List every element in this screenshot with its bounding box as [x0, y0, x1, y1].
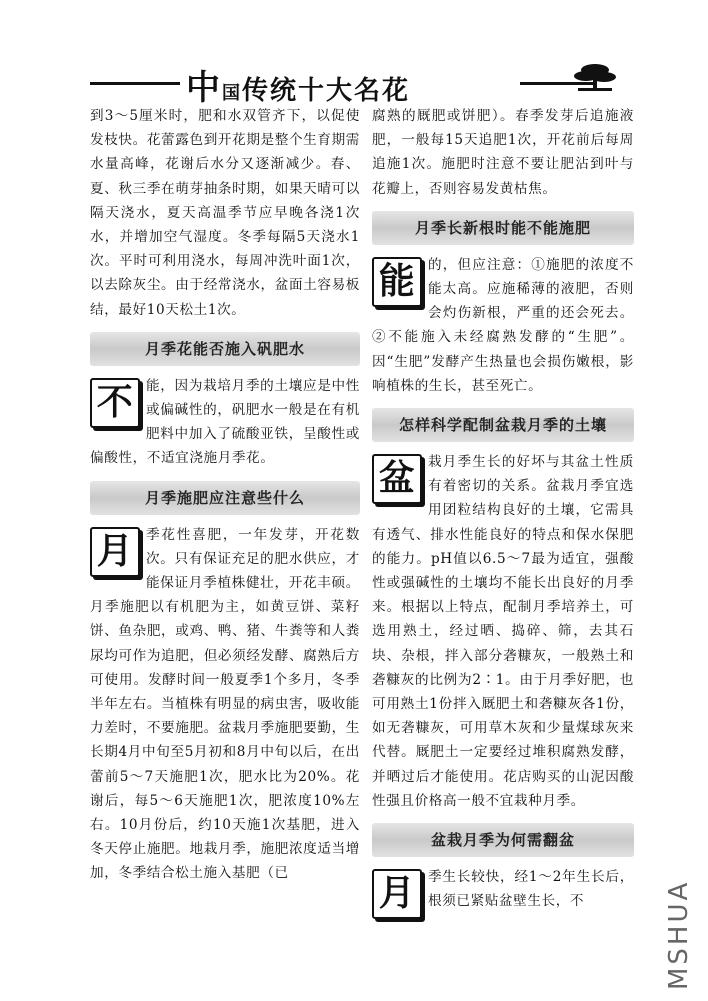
- watermark: MSHUA: [664, 879, 694, 990]
- section-body: [372, 865, 634, 913]
- section-body: [372, 450, 634, 813]
- section-text: 能，因为栽培月季的土壤应是中性或偏碱性的，矾肥水一般是在有机肥料中加入了硫酸亚铁，呈酸性或偏酸性，不适宜浇施月季花。: [90, 377, 360, 467]
- left-column: [90, 104, 360, 886]
- section-heading: 月季花能否施入矾肥水: [90, 332, 360, 366]
- section-heading: 月季长新根时能不能施肥: [372, 211, 634, 245]
- page-header: [90, 60, 630, 108]
- right-column: [372, 104, 634, 919]
- section-heading: 月季施肥应注意些什么: [90, 481, 360, 515]
- section-body: [372, 253, 634, 398]
- drop-cap: 不: [90, 378, 140, 428]
- section-text: 栽月季生长的好坏与其盆土性质有着密切的关系。盆栽月季宜选用团粒结构良好的土壤，它需具有透气、排水性能良好的特点和保水保肥的能力。pH值以6.5～7最为适宜，强酸性或强碱性的土壤均不能长出良好的月季来。根据以上特点，配制月季培养土，可选用熟土，经过晒、捣碎、筛，去其石块、杂根，拌入部分砻糠灰，一般熟土和砻糠灰的比例为2∶1。由于月季好肥，也可用熟土1份拌入厩肥土和砻糠灰各1份，如无砻糠灰，可用草木灰和少量煤球灰来代替。厩肥土一定要经过堆积腐熟发酵，并晒过后才能使用。花店购买的山泥因酸性强且价格高一般不宜栽种月季。: [372, 454, 634, 809]
- section-heading: 盆栽月季为何需翻盆: [372, 823, 634, 857]
- header-rule-left: [90, 82, 180, 85]
- drop-cap: 能: [372, 257, 422, 307]
- paragraph: 到3～5厘米时，肥和水双管齐下，以促使发枝快。花蕾露色到开花期是整个生育期需水量高峰，花谢后水分又逐渐减少。春、夏、秋三季在萌芽抽条时期，如果天晴可以隔天浇水，夏天高温季节应早晚各浇1次水，并增加空气湿度。冬季每隔5天浇水1次。平时可利用浇水，每周冲洗叶面1次，以去除灰尘。由于经常浇水，盆面土容易板结，最好10天松土1次。: [90, 108, 360, 318]
- section-body: [90, 374, 360, 471]
- page-title: [186, 60, 410, 109]
- section-text: 的，但应注意：①施肥的浓度不能太高。应施稀薄的液肥，否则会灼伤新根，严重的还会死去。②不能施入未经腐熟发酵的“生肥”。因“生肥”发酵产生热量也会损伤嫩根，影响植株的生长，甚至死亡。: [372, 256, 634, 394]
- pine-tree-icon: [570, 60, 620, 94]
- paragraph: 腐熟的厩肥或饼肥）。春季发芽后追施液肥，一般每15天追肥1次，开花前后每周追施1次。施肥时注意不要让肥沾到叶与花瓣上，否则容易发黄枯焦。: [372, 108, 634, 197]
- section-body: [90, 523, 360, 886]
- section-text: 季生长较快，经1～2年生长后，根须已紧贴盆壁生长，不: [428, 869, 634, 910]
- drop-cap: 月: [372, 869, 422, 919]
- drop-cap: 月: [90, 527, 140, 577]
- title-first-char: 中: [186, 68, 222, 108]
- section-heading: 怎样科学配制盆栽月季的土壤: [372, 408, 634, 442]
- section-text: 季花性喜肥，一年发芽，开花数次。只有保证充足的肥水供应，才能保证月季植株健壮，开花丰硕。月季施肥以有机肥为主，如黄豆饼、菜籽饼、鱼杂肥，或鸡、鸭、猪、牛粪等和人粪尿均可作为追肥，但必须经发酵、腐熟后方可使用。发酵时间一般夏季1个多月，冬季半年左右。当植株有明显的病虫害，吸收能力差时，不要施肥。盆栽月季施肥要勤，生长期4月中旬至5月初和8月中旬以后，在出蕾前5～7天施肥1次，肥水比为20%。花谢后，每5～6天施肥1次，肥浓度10%左右。10月份后，约10天施1次基肥，进入冬天停止施肥。地栽月季，施肥浓度适当增加，冬季结合松土施入基肥（已: [90, 526, 360, 882]
- drop-cap: 盆: [372, 454, 422, 504]
- title-rest: 传统十大名花: [242, 76, 411, 106]
- title-guo-char: 国: [222, 83, 242, 104]
